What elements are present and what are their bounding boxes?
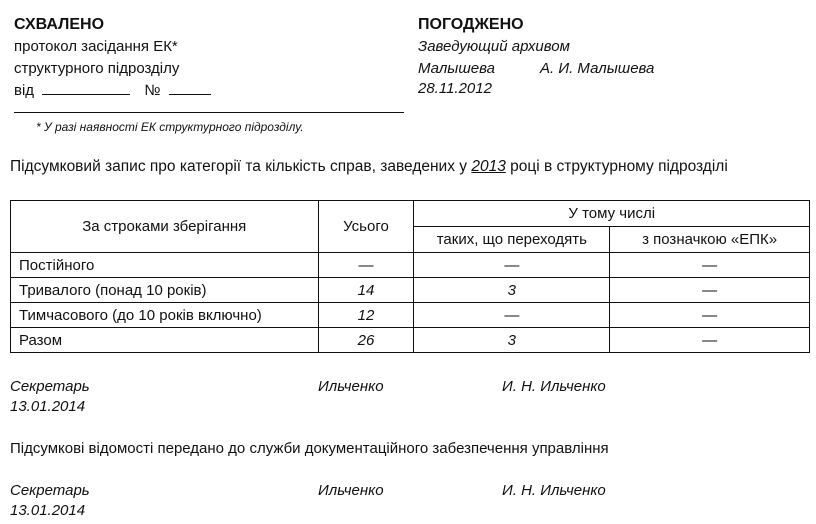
- transfer-note: Підсумкові відомості передано до служби документаційного забезпечення управління: [10, 440, 609, 457]
- row-total: 12: [318, 303, 414, 328]
- row-transferring: —: [414, 303, 610, 328]
- sign1-date: 13.01.2014: [10, 398, 86, 415]
- row-label: Постійного: [11, 253, 319, 278]
- row-total: 14: [318, 278, 414, 303]
- sign2-position: Секретарь: [10, 482, 90, 499]
- row-epk: —: [610, 278, 810, 303]
- row-transferring: 3: [414, 328, 610, 353]
- header-including: У тому числі: [414, 201, 810, 227]
- summary-heading: [10, 158, 728, 176]
- approved-protocol-line: протокол засідання ЕК*: [14, 38, 178, 55]
- agreed-signature: Малышева: [418, 60, 495, 77]
- sign1-position: Секретарь: [10, 378, 90, 395]
- row-transferring: —: [414, 253, 610, 278]
- heading-year: 2013: [471, 158, 506, 175]
- heading-before: Підсумковий запис про категорії та кількість справ, заведених у: [10, 158, 468, 175]
- agreed-date: 28.11.2012: [418, 80, 492, 97]
- number-label: №: [144, 82, 161, 99]
- number-blank: [169, 80, 211, 95]
- row-epk: —: [610, 303, 810, 328]
- agreed-name: А. И. Малышева: [540, 60, 655, 77]
- date-blank: [42, 80, 130, 95]
- header-epk: з позначкою «ЕПК»: [610, 227, 810, 253]
- approved-date-number-line: [14, 80, 211, 99]
- sign2-signature: Ильченко: [318, 482, 384, 499]
- approved-title: СХВАЛЕНО: [14, 16, 105, 33]
- agreed-title: ПОГОДЖЕНО: [418, 16, 524, 33]
- row-label: Тривалого (понад 10 років): [11, 278, 319, 303]
- header-total: Усього: [318, 201, 414, 253]
- header-transferring: таких, що переходять: [414, 227, 610, 253]
- row-total: 26: [318, 328, 414, 353]
- sign1-name: И. Н. Ильченко: [502, 378, 606, 395]
- heading-after: році в структурному підрозділі: [510, 158, 728, 175]
- table-row-total: [11, 328, 810, 353]
- sign1-signature: Ильченко: [318, 378, 384, 395]
- row-label: Разом: [11, 328, 319, 353]
- footnote: * У разі наявності ЕК структурного підрозділу.: [36, 120, 304, 134]
- summary-table: [10, 200, 810, 353]
- footnote-divider: [14, 112, 404, 113]
- table-row: [11, 253, 810, 278]
- table-row: [11, 303, 810, 328]
- table-row: [11, 278, 810, 303]
- row-transferring: 3: [414, 278, 610, 303]
- sign2-name: И. Н. Ильченко: [502, 482, 606, 499]
- agreed-position: Заведующий архивом: [418, 38, 570, 55]
- approved-unit-line: структурного підрозділу: [14, 60, 180, 77]
- row-total: —: [318, 253, 414, 278]
- sign2-date: 13.01.2014: [10, 502, 86, 519]
- row-epk: —: [610, 328, 810, 353]
- from-label: від: [14, 82, 35, 99]
- row-label: Тимчасового (до 10 років включно): [11, 303, 319, 328]
- row-epk: —: [610, 253, 810, 278]
- header-period: За строками зберігання: [11, 201, 319, 253]
